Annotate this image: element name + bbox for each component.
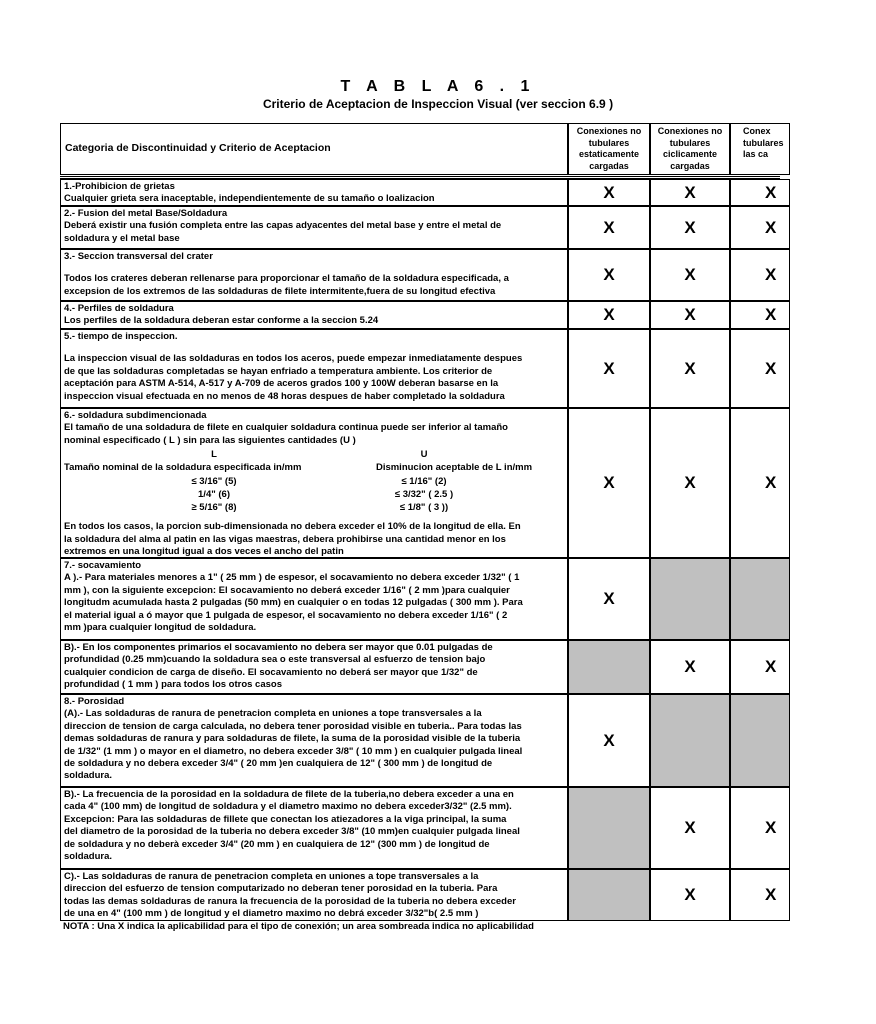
applicable-cell (568, 408, 650, 558)
criterion-text-line: soldadura y el metal base (64, 232, 180, 244)
table-title: T A B L A 6 . 1 (340, 78, 536, 95)
criterion-text-line: Excepcion: Para las soldaduras de fillete que conectan los atiezadores a la viga principal, la suma (64, 813, 507, 825)
criterion-cell (60, 787, 568, 869)
applicability-mark: X (684, 818, 696, 837)
criterion-text-line: profundidad (0.25 mm)cuando la soldadura sea o este transversal al esfuerzo de tension bajo (64, 654, 486, 666)
criterion-text-line: de una en 4" (100 mm ) de longitud y el diametro maximo no debrá exceder 3/32"b( 2.5 mm ) (64, 908, 479, 920)
criterion-text-line: (A).- Las soldaduras de ranura de penetracion completa en uniones a tope transversales a la (64, 708, 482, 720)
applicability-mark: X (684, 217, 696, 237)
criterion-text-line: A ).- Para materiales menores a 1" ( 25 mm ) de espesor, el socavamiento no debera exceder 1/32" ( 1 (64, 572, 520, 584)
criterion-text-line: soldadura. (64, 851, 113, 863)
applicability-mark: X (684, 473, 696, 492)
applicability-mark: X (765, 657, 777, 676)
criterion-text-line: profundidad ( 1 mm ) para todos los otros casos (64, 679, 282, 691)
applicability-mark: X (765, 265, 777, 284)
criterion-cell (60, 869, 568, 921)
criterion-text-line: 2.- Fusion del metal Base/Soldadura (64, 208, 228, 219)
criterion-text-line: el material igual a ó mayor que 1 pulgada de espesor, el socavamiento no debera exceder 1/16" ( 2 (64, 609, 508, 621)
criterion-text-line: B).- La frecuencia de la porosidad en la soldadura de filete de la tuberia,no debera exceder a una en (64, 789, 514, 800)
criterion-text-line: mm ), con la siguiente excepcion: El socavamiento no deberá exceder 1/16" ( 2 mm )para cualquier (64, 584, 510, 596)
table-row (60, 249, 780, 301)
criterion-text-line: direccion de tension de carga calculada, no debera tener porosidad visible en tuberia.. Para todas las (64, 720, 522, 732)
applicability-mark: X (765, 885, 777, 904)
applicable-cell (650, 249, 730, 301)
criterion-text-line (64, 343, 564, 353)
criterion-text-line: 8.- Porosidad (64, 696, 125, 707)
nominal-size-value: ≥ 5/16" (8) (191, 502, 237, 514)
table-row (60, 408, 780, 558)
applicable-cell (650, 640, 730, 694)
criterion-text-line: cada 4" (100 mm) de longitud de soldadura y el diametro maximo no debera exceder3/32" (2.5 mm). (64, 801, 512, 813)
column-letter-u: U (420, 449, 428, 461)
reduction-value: ≤ 3/32" ( 2.5 ) (394, 489, 454, 501)
applicable-cell (568, 249, 650, 301)
not-applicable-cell (568, 869, 650, 921)
reduction-value: ≤ 1/16" (2) (401, 476, 447, 488)
header-category: Categoria de Discontinuidad y Criterio de Aceptacion (60, 123, 568, 175)
criterion-text-line: La inspeccion visual de las soldaduras en todos los aceros, puede empezar inmediatamente despues (64, 353, 523, 365)
applicability-mark: X (684, 657, 696, 676)
criterion-text-line: El tamaño de una soldadura de filete en cualquier soldadura continua puede ser inferior al tamaño (64, 422, 508, 434)
table-row (60, 869, 780, 921)
applicable-cell (568, 206, 650, 249)
table-header (60, 123, 784, 175)
not-applicable-cell (650, 694, 730, 787)
applicable-cell (650, 329, 730, 408)
applicability-mark: X (684, 305, 696, 324)
criterion-text-line: C).- Las soldaduras de ranura de penetracion completa en uniones a tope transversales a la (64, 871, 479, 882)
criterion-text-line: cualquier condicion de carga de diseño. El socavamiento no deberá ser mayor que 1/32" de (64, 666, 478, 678)
criterion-text-line: del diametro de la porosidad de la tuberia no debera exceder 3/8" (10 mm)en cualquier pulgada lineal (64, 826, 520, 838)
criterion-text-line: de soldadura y no deberà exceder 3/4" (20 mm ) en cualquiera de 12" (300 mm ) de longitud de (64, 838, 490, 850)
applicability-mark: X (684, 885, 696, 904)
applicability-mark: X (603, 589, 615, 608)
applicable-cell (568, 558, 650, 640)
applicability-mark: X (765, 217, 777, 237)
criterion-text-line: Cualquier grieta sera inaceptable, independientemente de su tamaño o loalizacion (64, 193, 435, 205)
not-applicable-cell (568, 640, 650, 694)
applicability-mark: X (603, 265, 615, 284)
criterion-text-line: de soldadura y no debera exceder 3/4" ( 20 mm )en cualquiera de 12" ( 300 mm ) de longitud de (64, 758, 493, 770)
nominal-size-value: 1/4" (6) (198, 489, 230, 501)
applicable-cell (568, 301, 650, 329)
table-row (60, 206, 780, 249)
table-row (60, 329, 780, 408)
size-reduction-table (64, 447, 564, 521)
applicability-mark: X (603, 730, 615, 750)
applicable-cell (730, 206, 790, 249)
criterion-cell (60, 329, 568, 408)
criterion-cell (60, 301, 568, 329)
table-note: NOTA : Una X indica la aplicabilidad para el tipo de conexión; un area sombreada indica no aplicabilidad (63, 921, 534, 932)
applicability-mark: X (765, 818, 777, 837)
criterion-text-line: inspeccion visual efectuada en no menos de 48 horas despues de haber completado la soldadura (64, 390, 505, 402)
criterion-text-line: excepsion de los extremos de las soldaduras de filete intermitente,fuera de su longitud efectiva (64, 285, 496, 297)
criterion-cell (60, 558, 568, 640)
criterion-text-line: soldadura. (64, 770, 113, 782)
applicable-cell (730, 301, 790, 329)
criterion-text-line: 5.- tiempo de inspeccion. (64, 331, 178, 342)
applicability-mark: X (765, 358, 777, 378)
criterion-text-line: Todos los crateres deberan rellenarse para proporcionar el tamaño de la soldadura especificada, a (64, 273, 509, 285)
criterion-text-line: 6.- soldadura subdimencionada (64, 410, 207, 421)
criterion-text-line: 3.- Seccion transversal del crater (64, 251, 213, 262)
not-applicable-cell (730, 558, 790, 640)
applicability-mark: X (603, 358, 615, 378)
not-applicable-cell (730, 694, 790, 787)
table-row (60, 787, 780, 869)
column-header-reduction: Disminucion aceptable de L in/mm (375, 462, 533, 474)
criterion-cell (60, 249, 568, 301)
column-header-nominal: Tamaño nominal de la soldadura especificada in/mm (64, 462, 302, 474)
criterion-text-line: Los perfiles de la soldadura deberan estar conforme a la seccion 5.24 (64, 315, 379, 327)
criterion-text-line: B).- En los componentes primarios el socavamiento no debera ser mayor que 0.01 pulgadas de (64, 642, 493, 653)
criterion-cell (60, 179, 568, 206)
table-row (60, 179, 780, 206)
criterion-text-line: de que las soldaduras completadas se hayan enfriado a temperatura ambiente. Los criterior de (64, 365, 493, 377)
criterion-text-line: 7.- socavamiento (64, 560, 142, 571)
table-row (60, 301, 780, 329)
criterion-cell (60, 640, 568, 694)
criterion-text-line: de 1/32" (1 mm ) o mayor en el diametro, no debera exceder 3/8" ( 10 mm ) en cualquier pulgada lineal (64, 745, 523, 757)
criterion-cell (60, 694, 568, 787)
applicable-cell (650, 179, 730, 206)
header-col-static: Conexiones no tubulares estaticamente cargadas (568, 123, 650, 175)
not-applicable-cell (650, 558, 730, 640)
applicable-cell (730, 869, 790, 921)
applicable-cell (568, 329, 650, 408)
criterion-text-line: demas soldaduras de ranura y para soldaduras de filete, la suma de la porosidad visible de la tuberia (64, 733, 521, 745)
criterion-text-line: En todos los casos, la porcion sub-dimensionada no debera exceder el 10% de la longitud de ella. En (64, 521, 521, 533)
criterion-text-line: 1.-Prohibicion de grietas (64, 181, 175, 192)
applicable-cell (650, 787, 730, 869)
applicable-cell (730, 408, 790, 558)
criterion-text-line: direccion del esfuerzo de tension computarizado no deberan tener porosidad en la tuberia. Para (64, 883, 498, 895)
criterion-text-line: longitudm acumulada hasta 2 pulgadas (50 mm) en cualquier o en todas 12 pulgadas ( 300 mm ). Para (64, 597, 523, 609)
reduction-value: ≤ 1/8" ( 3 )) (399, 502, 449, 514)
criterion-text-line: nominal especificado ( L ) sin para las siguientes cantidades (U ) (64, 434, 356, 446)
header-col-tubular: Conex tubulares las ca (730, 123, 790, 175)
nominal-size-value: ≤ 3/16" (5) (191, 476, 237, 488)
criterion-text-line: la soldadura del alma al patin en las vigas maestras, debera prohibirse una cantidad menor en los (64, 533, 506, 545)
applicability-mark: X (684, 358, 696, 378)
criterion-text-line: 4.- Perfiles de soldadura (64, 303, 174, 314)
table-subtitle: Criterio de Aceptacion de Inspeccion Visual (ver seccion 6.9 ) (262, 97, 614, 111)
criterion-text-line: todas las demas soldaduras de ranura la frecuencia de la porosidad de la tuberia no debera exceder (64, 895, 516, 907)
criterion-cell (60, 408, 568, 558)
criterion-text-line: aceptación para ASTM A-514, A-517 y A-709 de aceros grados 100 y 100W deberan basarse en la (64, 378, 499, 390)
criterion-text-line: Deberá existir una fusión completa entre las capas adyacentes del metal base y entre el metal de (64, 220, 502, 232)
criterion-text-line: mm )para cualquier longitud de soldadura. (64, 622, 257, 634)
criterion-cell (60, 206, 568, 249)
applicability-mark: X (765, 182, 777, 202)
applicable-cell (650, 301, 730, 329)
applicability-mark: X (603, 182, 615, 202)
criterion-text-line (64, 263, 564, 273)
not-applicable-cell (568, 787, 650, 869)
applicable-cell (650, 408, 730, 558)
table-row (60, 558, 780, 640)
header-col-cyclic: Conexiones no tubulares ciclicamente cargadas (650, 123, 730, 175)
applicable-cell (568, 694, 650, 787)
applicability-mark: X (603, 473, 615, 492)
column-letter-l: L (211, 449, 217, 461)
applicable-cell (730, 329, 790, 408)
applicable-cell (730, 249, 790, 301)
table-row (60, 640, 780, 694)
applicable-cell (650, 869, 730, 921)
applicability-mark: X (765, 305, 777, 324)
applicability-mark: X (684, 182, 696, 202)
table-row (60, 694, 780, 787)
applicable-cell (650, 206, 730, 249)
applicability-mark: X (684, 265, 696, 284)
applicable-cell (730, 179, 790, 206)
applicability-mark: X (603, 305, 615, 324)
applicability-mark: X (603, 217, 615, 237)
applicable-cell (730, 640, 790, 694)
applicable-cell (730, 787, 790, 869)
criterion-text-line: extremos en una longitud igual a dos veces el ancho del patin (64, 546, 344, 558)
applicability-mark: X (765, 473, 777, 492)
applicable-cell (568, 179, 650, 206)
